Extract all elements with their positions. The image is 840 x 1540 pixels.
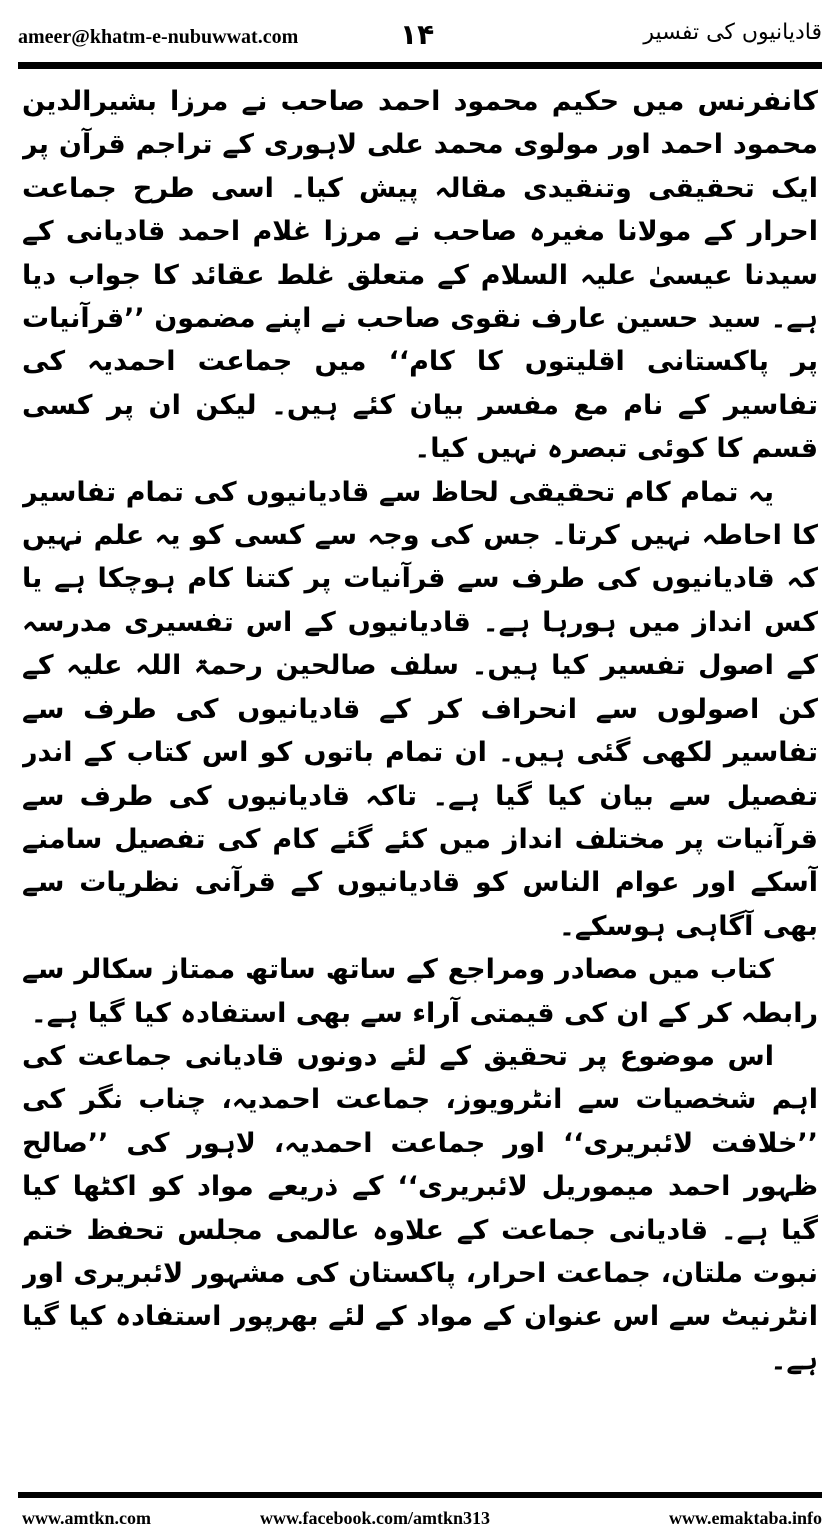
running-title: قادیانیوں کی تفسیر [643, 20, 822, 45]
paragraph-3: کتاب میں مصادر ومراجع کے ساتھ ساتھ ممتاز سکالر سے رابطہ کر کے ان کی قیمتی آراء سے بھی استفادہ کیا گیا ہے۔ [22, 954, 818, 1029]
page-header [18, 18, 822, 58]
paragraph-2: یہ تمام کام تحقیقی لحاظ سے قادیانیوں کی تمام تفاسیر کا احاطہ نہیں کرتا۔ جس کی وجہ سے کسی کو یہ علم نہیں کہ قادیانیوں کی طرف سے قرآنیات پر کتنا کام ہوچکا ہے یا کس انداز میں ہورہا ہے۔ قادیانیوں کے اس تفسیری مدرسہ کے اصول تفسیر کیا ہیں۔ سلف صالحین رحمۃ اللہ علیہ کے کن اصولوں سے انحراف کر کے قادیانیوں کی طرف سے تفاسیر لکھی گئی ہیں۔ ان تمام باتوں کو اس کتاب کے اندر تفصیل سے بیان کیا گیا ہے۔ تاکہ قادیانیوں کی طرف سے قرآنیات پر مختلف انداز میں کئے گئے کام کی تفصیل سامنے آسکے اور عوام الناس کو قادیانیوں کے قرآنی نظریات سے بھی آگاہی ہوسکے۔ [22, 476, 818, 942]
page-body [22, 80, 818, 1460]
header-rule [18, 62, 822, 69]
footer-rule [18, 1492, 822, 1498]
footer-link-facebook[interactable]: www.facebook.com/amtkn313 [260, 1508, 490, 1528]
paragraph-4: اس موضوع پر تحقیق کے لئے دونوں قادیانی جماعت کی اہم شخصیات سے انٹرویوز، جماعت احمدیہ، چناب نگر کی ’’خلافت لائبریری‘‘ اور جماعت احمدیہ، لاہور کی ’’صالح ظہور احمد میموریل لائبریری‘‘ کے ذریعے مواد کو اکٹھا کیا گیا ہے۔ قادیانی جماعت کے علاوہ عالمی مجلس تحفظ ختم نبوت ملتان، جماعت احرار، پاکستان کی مشہور لائبریری اور انٹرنیٹ سے اس عنوان کے مواد کے لئے بھرپور استفادہ کیا گیا ہے۔ [22, 1040, 818, 1376]
footer-link-emaktaba[interactable]: www.emaktaba.info [668, 1508, 822, 1528]
header-email: ameer@khatm-e-nubuwwat.com [18, 26, 299, 48]
page-number: ۱۴ [400, 18, 435, 51]
page-footer [18, 1508, 822, 1534]
footer-link-amtkn[interactable]: www.amtkn.com [22, 1508, 151, 1528]
paragraph-1: کانفرنس میں حکیم محمود احمد صاحب نے مرزا بشیرالدین محمود احمد اور مولوی محمد علی لاہوری کے تراجم قرآن پر ایک تحقیقی وتنقیدی مقالہ پیش کیا۔ اسی طرح جماعت احرار کے مولانا مغیرہ صاحب نے مرزا غلام احمد قادیانی کے سیدنا عیسیٰ علیہ السلام کے متعلق غلط عقائد کا جواب دیا ہے۔ سید حسین عارف نقوی صاحب نے اپنے مضمون ’’قرآنیات پر پاکستانی اقلیتوں کا کام‘‘ میں جماعت احمدیہ کی تفاسیر کے نام مع مفسر بیان کئے ہیں۔ لیکن ان پر کسی قسم کا کوئی تبصرہ نہیں کیا۔ [22, 86, 818, 465]
